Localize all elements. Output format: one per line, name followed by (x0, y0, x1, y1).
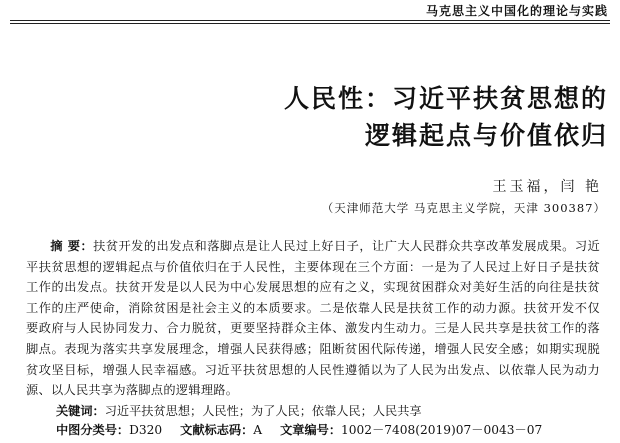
affiliation: （天津师范大学 马克思主义学院，天津 300387） (321, 201, 606, 215)
journal-name: 马克思主义中国化的理论与实践 (425, 4, 608, 18)
clc-label: 中图分类号： (56, 423, 130, 437)
keywords (56, 402, 422, 419)
keywords-text: 习近平扶贫思想；人民性；为了人民；依靠人民；人民共享 (104, 404, 422, 418)
classification-line (56, 421, 542, 438)
article-title-line-2: 逻辑起点与价值依归 (364, 121, 608, 150)
keywords-label: 关键词： (56, 404, 105, 418)
doc-code-value: A (253, 423, 263, 437)
article-title-line-1: 人民性：习近平扶贫思想的 (283, 84, 608, 113)
abstract-text: 扶贫开发的出发点和落脚点是让人民过上好日子，让广大人民群众共享改革发展成果。习近平扶贫思想的逻辑起点与价值依归在于人民性，主要体现在三个方面：一是为了人民过上好日子是扶贫工作的出发点。扶贫开发是以人民为中心发展思想的应有之义，实现贫困群众对美好生活的向往是扶贫工作的庄严使命，消除贫困是社会主义的本质要求。二是依靠人民是扶贫工作的动力源。扶贫开发不仅要政府与人民协同发力、合力脱贫，更要坚持群众主体、激发内生动力。三是人民共享是扶贫工作的落脚点。表现为落实共享发展理念，增强人民获得感；阻断贫困代际传递，增强人民安全感；如期实现脱贫攻坚目标，增强人民幸福感。习近平扶贫思想的人民性遵循以为了人民为出发点、以依靠人民为动力源、以人民共享为落脚点的逻辑理路。 (26, 239, 600, 398)
abstract-label: 摘 要： (50, 239, 94, 253)
abstract (26, 236, 600, 401)
clc-value: D320 (129, 423, 163, 437)
doc-code-label: 文献标志码： (180, 423, 254, 437)
article-no-value: 1002－7408(2019)07－0043－07 (341, 423, 543, 437)
article-no-label: 文章编号： (280, 423, 342, 437)
header-rule (10, 23, 610, 24)
running-header (10, 0, 610, 21)
authors: 王玉福，闫 艳 (492, 179, 602, 195)
